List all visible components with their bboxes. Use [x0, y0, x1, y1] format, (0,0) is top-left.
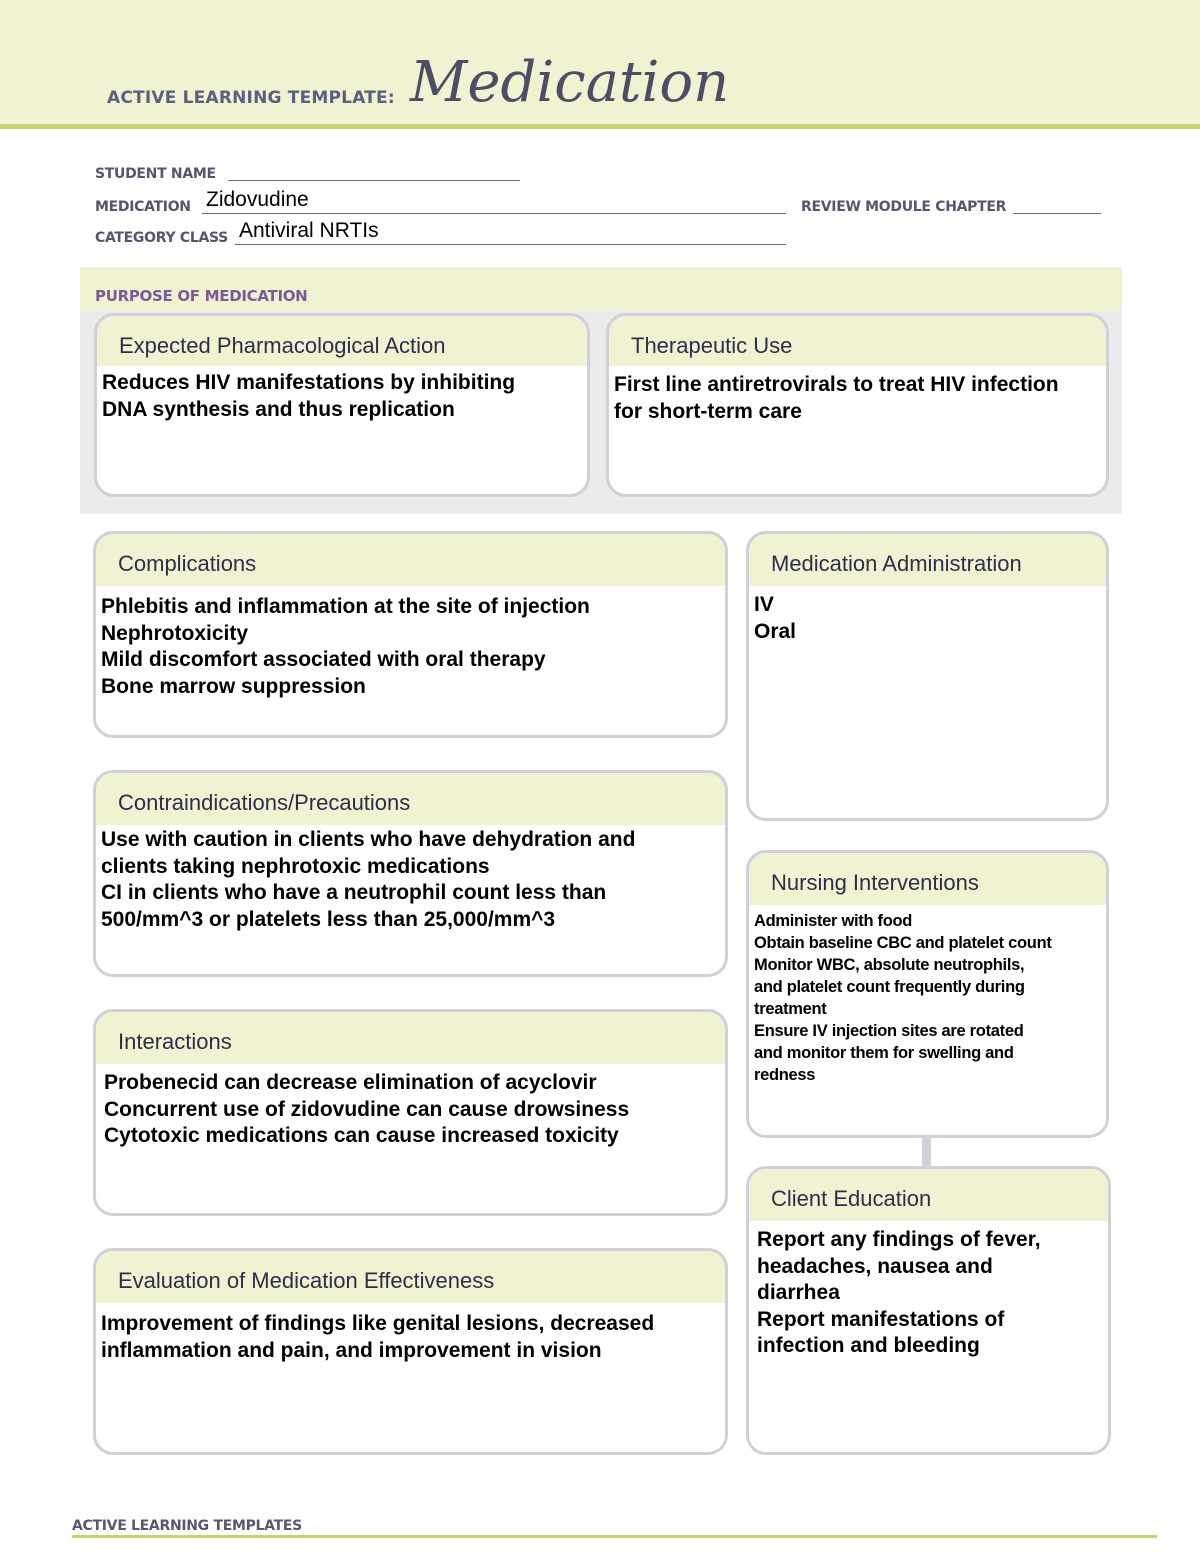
- therapeutic-use-title: Therapeutic Use: [609, 316, 1106, 366]
- nursing-interventions-title: Nursing Interventions: [749, 853, 1106, 905]
- evaluation-line: inflammation and pain, and improvement in vision: [101, 1338, 602, 1362]
- therapeutic-use-box[interactable]: [606, 313, 1109, 497]
- expected-action-line: DNA synthesis and thus replication: [102, 397, 455, 421]
- nursing-line: redness: [754, 1066, 816, 1084]
- complications-line: Nephrotoxicity: [101, 621, 249, 645]
- expected-action-line: Reduces HIV manifestations by inhibiting: [102, 371, 516, 394]
- client-education-box[interactable]: [746, 1166, 1111, 1455]
- administration-box[interactable]: [746, 531, 1109, 821]
- administration-title: Medication Administration: [749, 534, 1106, 586]
- review-module-label: REVIEW MODULE CHAPTER: [801, 199, 1007, 215]
- expected-action-body: [97, 366, 587, 423]
- client-education-line: infection and bleeding: [757, 1334, 980, 1357]
- footer-label: ACTIVE LEARNING TEMPLATES: [72, 1518, 302, 1534]
- student-name-field[interactable]: [228, 180, 520, 181]
- nursing-interventions-box[interactable]: [746, 850, 1109, 1138]
- complications-line: Mild discomfort associated with oral therapy: [101, 648, 546, 671]
- template-header: [0, 0, 1200, 129]
- contraindications-body: [96, 825, 725, 933]
- interactions-title: Interactions: [96, 1012, 725, 1064]
- review-module-field[interactable]: [1013, 213, 1101, 214]
- therapeutic-use-line: for short-term care: [614, 399, 802, 423]
- interactions-line: Probenecid can decrease elimination of acyclovir: [104, 1071, 597, 1094]
- category-class-label: CATEGORY CLASS: [95, 230, 228, 246]
- medication-value: Zidovudine: [206, 188, 309, 211]
- interactions-body: [96, 1064, 725, 1150]
- contraindications-box[interactable]: [93, 770, 728, 977]
- nursing-line: Monitor WBC, absolute neutrophils,: [754, 956, 1025, 974]
- evaluation-line: Improvement of findings like genital lesions, decreased: [101, 1312, 655, 1335]
- nursing-line: and platelet count frequently during: [754, 978, 1025, 996]
- evaluation-box[interactable]: [93, 1248, 728, 1455]
- administration-line: IV: [754, 593, 774, 616]
- interactions-box[interactable]: [93, 1009, 728, 1216]
- administration-body: [749, 586, 1106, 645]
- medication-field[interactable]: [202, 213, 786, 214]
- contraindications-line: Use with caution in clients who have dehydration and: [101, 828, 636, 851]
- medication-label: MEDICATION: [95, 199, 191, 215]
- contraindications-line: clients taking nephrotoxic medications: [101, 854, 490, 878]
- page-title: Medication: [410, 50, 730, 115]
- nursing-line: treatment: [754, 1000, 827, 1018]
- contraindications-title: Contraindications/Precautions: [96, 773, 725, 825]
- complications-title: Complications: [96, 534, 725, 586]
- therapeutic-use-line: First line antiretrovirals to treat HIV infection: [614, 373, 1059, 396]
- interactions-line: Cytotoxic medications can cause increased toxicity: [104, 1124, 619, 1147]
- complications-body: [96, 586, 725, 700]
- category-class-field[interactable]: [235, 244, 786, 245]
- contraindications-line: 500/mm^3 or platelets less than 25,000/mm^3: [101, 907, 556, 931]
- client-education-line: diarrhea: [757, 1281, 840, 1304]
- interactions-line: Concurrent use of zidovudine can cause drowsiness: [104, 1097, 630, 1121]
- client-education-title: Client Education: [749, 1169, 1108, 1221]
- evaluation-body: [96, 1303, 725, 1364]
- footer-divider: [72, 1535, 1157, 1538]
- nursing-line: and monitor them for swelling and: [754, 1044, 1014, 1062]
- client-education-body: [749, 1221, 1108, 1360]
- student-name-label: STUDENT NAME: [95, 166, 216, 182]
- nursing-line: Ensure IV injection sites are rotated: [754, 1022, 1024, 1040]
- contraindications-line: CI in clients who have a neutrophil count less than: [101, 881, 607, 904]
- complications-line: Phlebitis and inflammation at the site of injection: [101, 595, 590, 618]
- nursing-education-connector: [922, 1136, 931, 1168]
- complications-line: Bone marrow suppression: [101, 674, 366, 698]
- therapeutic-use-body: [609, 366, 1106, 425]
- client-education-line: Report any findings of fever,: [757, 1228, 1041, 1251]
- expected-action-title: Expected Pharmacological Action: [97, 316, 587, 366]
- client-education-line: headaches, nausea and: [757, 1254, 993, 1278]
- nursing-line: Administer with food: [754, 912, 913, 930]
- client-education-line: Report manifestations of: [757, 1307, 1005, 1331]
- expected-action-box[interactable]: [94, 313, 590, 497]
- purpose-label: PURPOSE OF MEDICATION: [95, 287, 308, 305]
- evaluation-title: Evaluation of Medication Effectiveness: [96, 1251, 725, 1303]
- administration-line: Oral: [754, 619, 797, 643]
- nursing-interventions-body: [749, 905, 1106, 1086]
- category-class-value: Antiviral NRTIs: [239, 219, 379, 242]
- template-prefix: ACTIVE LEARNING TEMPLATE:: [107, 88, 395, 108]
- complications-box[interactable]: [93, 531, 728, 738]
- nursing-line: Obtain baseline CBC and platelet count: [754, 934, 1052, 952]
